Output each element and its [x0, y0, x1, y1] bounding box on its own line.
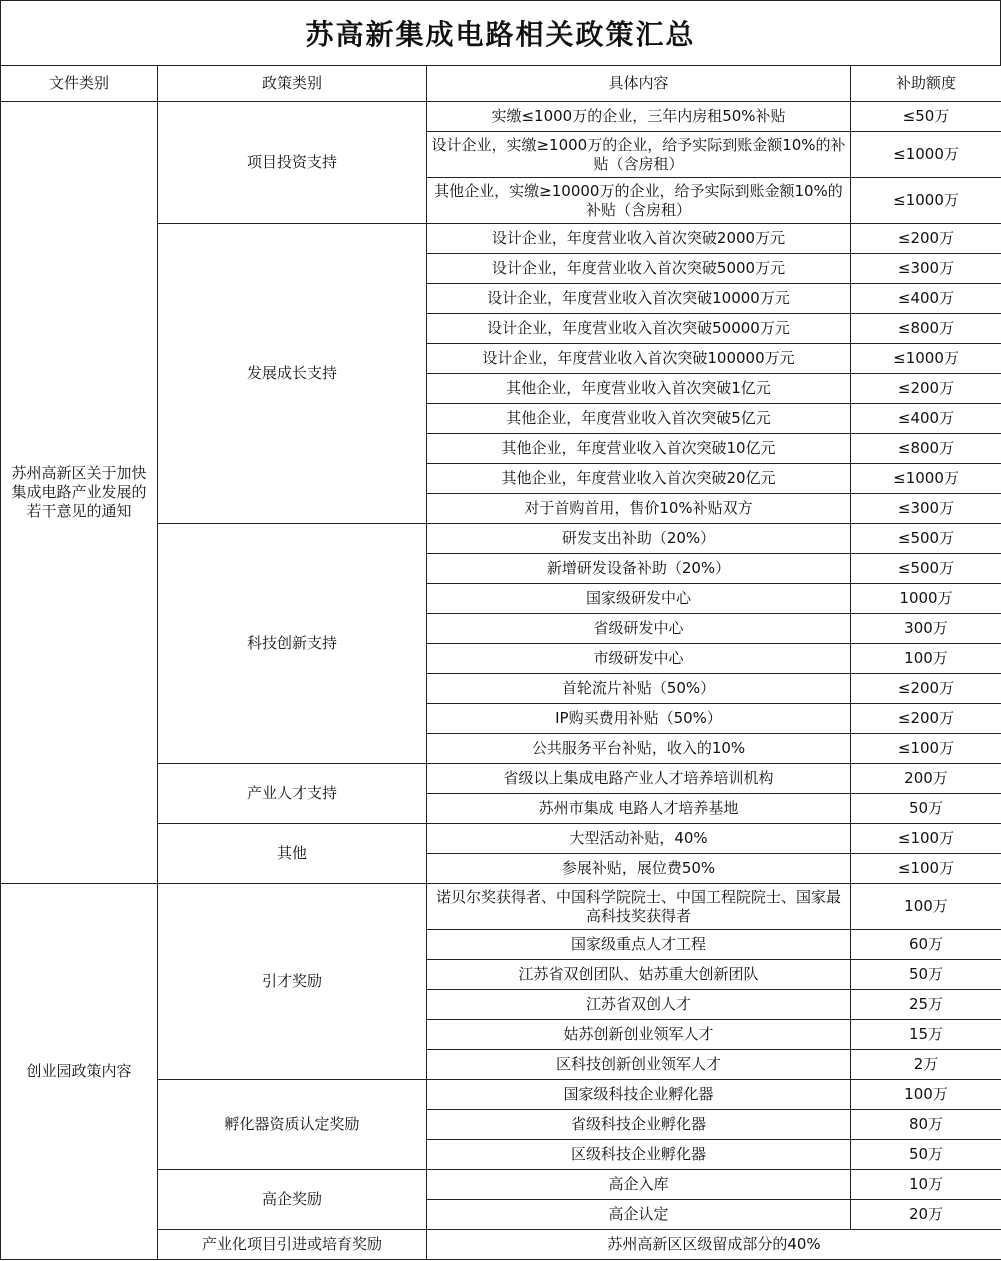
content-cell: 其他企业，年度营业收入首次突破5亿元: [427, 404, 851, 434]
amount-cell: ≤50万: [851, 102, 1001, 132]
policy-table: [0, 65, 1001, 1260]
amount-cell: 300万: [851, 614, 1001, 644]
amount-cell: ≤800万: [851, 314, 1001, 344]
content-cell: 国家级研发中心: [427, 584, 851, 614]
content-cell: 高企入库: [427, 1170, 851, 1200]
content-cell: 设计企业，实缴≥1000万的企业，给予实际到账金额10%的补贴（含房租）: [427, 132, 851, 178]
amount-cell: 15万: [851, 1020, 1001, 1050]
content-cell: 其他企业，年度营业收入首次突破10亿元: [427, 434, 851, 464]
table-row: [1, 884, 1001, 930]
amount-cell: ≤1000万: [851, 178, 1001, 224]
sheet-title: 苏高新集成电路相关政策汇总: [0, 0, 1001, 66]
content-cell: 国家级科技企业孵化器: [427, 1080, 851, 1110]
amount-cell: ≤400万: [851, 284, 1001, 314]
amount-cell: ≤400万: [851, 404, 1001, 434]
policy-category-cell: 发展成长支持: [158, 224, 427, 524]
policy-category-cell: 产业人才支持: [158, 764, 427, 824]
content-cell: 设计企业，年度营业收入首次突破100000万元: [427, 344, 851, 374]
amount-cell: 25万: [851, 990, 1001, 1020]
content-cell: 首轮流片补贴（50%）: [427, 674, 851, 704]
amount-cell: 60万: [851, 930, 1001, 960]
amount-cell: ≤300万: [851, 254, 1001, 284]
policy-category-cell: 引才奖励: [158, 884, 427, 1080]
policy-category-cell: 高企奖励: [158, 1170, 427, 1230]
policy-category-cell: 项目投资支持: [158, 102, 427, 224]
header-content: 具体内容: [427, 66, 851, 102]
content-cell: 江苏省双创团队、姑苏重大创新团队: [427, 960, 851, 990]
content-cell: 市级研发中心: [427, 644, 851, 674]
content-cell: 参展补贴，展位费50%: [427, 854, 851, 884]
amount-cell: ≤100万: [851, 824, 1001, 854]
amount-cell: ≤500万: [851, 524, 1001, 554]
policy-category-cell: 其他: [158, 824, 427, 884]
header-policy-category: 政策类别: [158, 66, 427, 102]
footer-policy-cell: 产业化项目引进或培育奖励: [158, 1230, 427, 1260]
amount-cell: 20万: [851, 1200, 1001, 1230]
content-cell: 省级研发中心: [427, 614, 851, 644]
header-row: [1, 66, 1001, 102]
amount-cell: 100万: [851, 1080, 1001, 1110]
content-cell: 诺贝尔奖获得者、中国科学院院士、中国工程院院士、国家最高科技奖获得者: [427, 884, 851, 930]
policy-category-cell: 科技创新支持: [158, 524, 427, 764]
content-cell: 省级科技企业孵化器: [427, 1110, 851, 1140]
amount-cell: ≤1000万: [851, 132, 1001, 178]
amount-cell: ≤300万: [851, 494, 1001, 524]
policy-table-body: [1, 66, 1001, 1260]
policy-category-cell: 孵化器资质认定奖励: [158, 1080, 427, 1170]
content-cell: 设计企业，年度营业收入首次突破50000万元: [427, 314, 851, 344]
content-cell: 区级科技企业孵化器: [427, 1140, 851, 1170]
content-cell: 设计企业，年度营业收入首次突破5000万元: [427, 254, 851, 284]
amount-cell: 2万: [851, 1050, 1001, 1080]
amount-cell: ≤200万: [851, 704, 1001, 734]
content-cell: 设计企业，年度营业收入首次突破2000万元: [427, 224, 851, 254]
content-cell: 其他企业，实缴≥10000万的企业，给予实际到账金额10%的补贴（含房租）: [427, 178, 851, 224]
content-cell: 对于首购首用，售价10%补贴双方: [427, 494, 851, 524]
amount-cell: ≤200万: [851, 224, 1001, 254]
amount-cell: ≤500万: [851, 554, 1001, 584]
amount-cell: 50万: [851, 794, 1001, 824]
content-cell: 设计企业，年度营业收入首次突破10000万元: [427, 284, 851, 314]
amount-cell: 10万: [851, 1170, 1001, 1200]
amount-cell: ≤100万: [851, 854, 1001, 884]
amount-cell: ≤1000万: [851, 344, 1001, 374]
amount-cell: 100万: [851, 884, 1001, 930]
header-doc-category: 文件类别: [1, 66, 158, 102]
content-cell: 实缴≤1000万的企业，三年内房租50%补贴: [427, 102, 851, 132]
content-cell: 苏州市集成 电路人才培养基地: [427, 794, 851, 824]
content-cell: 省级以上集成电路产业人才培养培训机构: [427, 764, 851, 794]
amount-cell: 100万: [851, 644, 1001, 674]
content-cell: 高企认定: [427, 1200, 851, 1230]
amount-cell: ≤800万: [851, 434, 1001, 464]
content-cell: 江苏省双创人才: [427, 990, 851, 1020]
content-cell: 姑苏创新创业领军人才: [427, 1020, 851, 1050]
table-row: [1, 102, 1001, 132]
doc-category-cell: 苏州高新区关于加快集成电路产业发展的若干意见的通知: [1, 102, 158, 884]
doc-category-cell: 创业园政策内容: [1, 884, 158, 1260]
amount-cell: 1000万: [851, 584, 1001, 614]
content-cell: IP购买费用补贴（50%）: [427, 704, 851, 734]
footer-content-cell: 苏州高新区区级留成部分的40%: [427, 1230, 1001, 1260]
amount-cell: 50万: [851, 1140, 1001, 1170]
amount-cell: ≤200万: [851, 374, 1001, 404]
amount-cell: ≤1000万: [851, 464, 1001, 494]
content-cell: 国家级重点人才工程: [427, 930, 851, 960]
amount-cell: 200万: [851, 764, 1001, 794]
content-cell: 区科技创新创业领军人才: [427, 1050, 851, 1080]
content-cell: 其他企业，年度营业收入首次突破1亿元: [427, 374, 851, 404]
amount-cell: 50万: [851, 960, 1001, 990]
header-amount: 补助额度: [851, 66, 1001, 102]
content-cell: 新增研发设备补助（20%）: [427, 554, 851, 584]
amount-cell: ≤100万: [851, 734, 1001, 764]
amount-cell: ≤200万: [851, 674, 1001, 704]
content-cell: 其他企业，年度营业收入首次突破20亿元: [427, 464, 851, 494]
content-cell: 公共服务平台补贴，收入的10%: [427, 734, 851, 764]
content-cell: 研发支出补助（20%）: [427, 524, 851, 554]
content-cell: 大型活动补贴，40%: [427, 824, 851, 854]
amount-cell: 80万: [851, 1110, 1001, 1140]
